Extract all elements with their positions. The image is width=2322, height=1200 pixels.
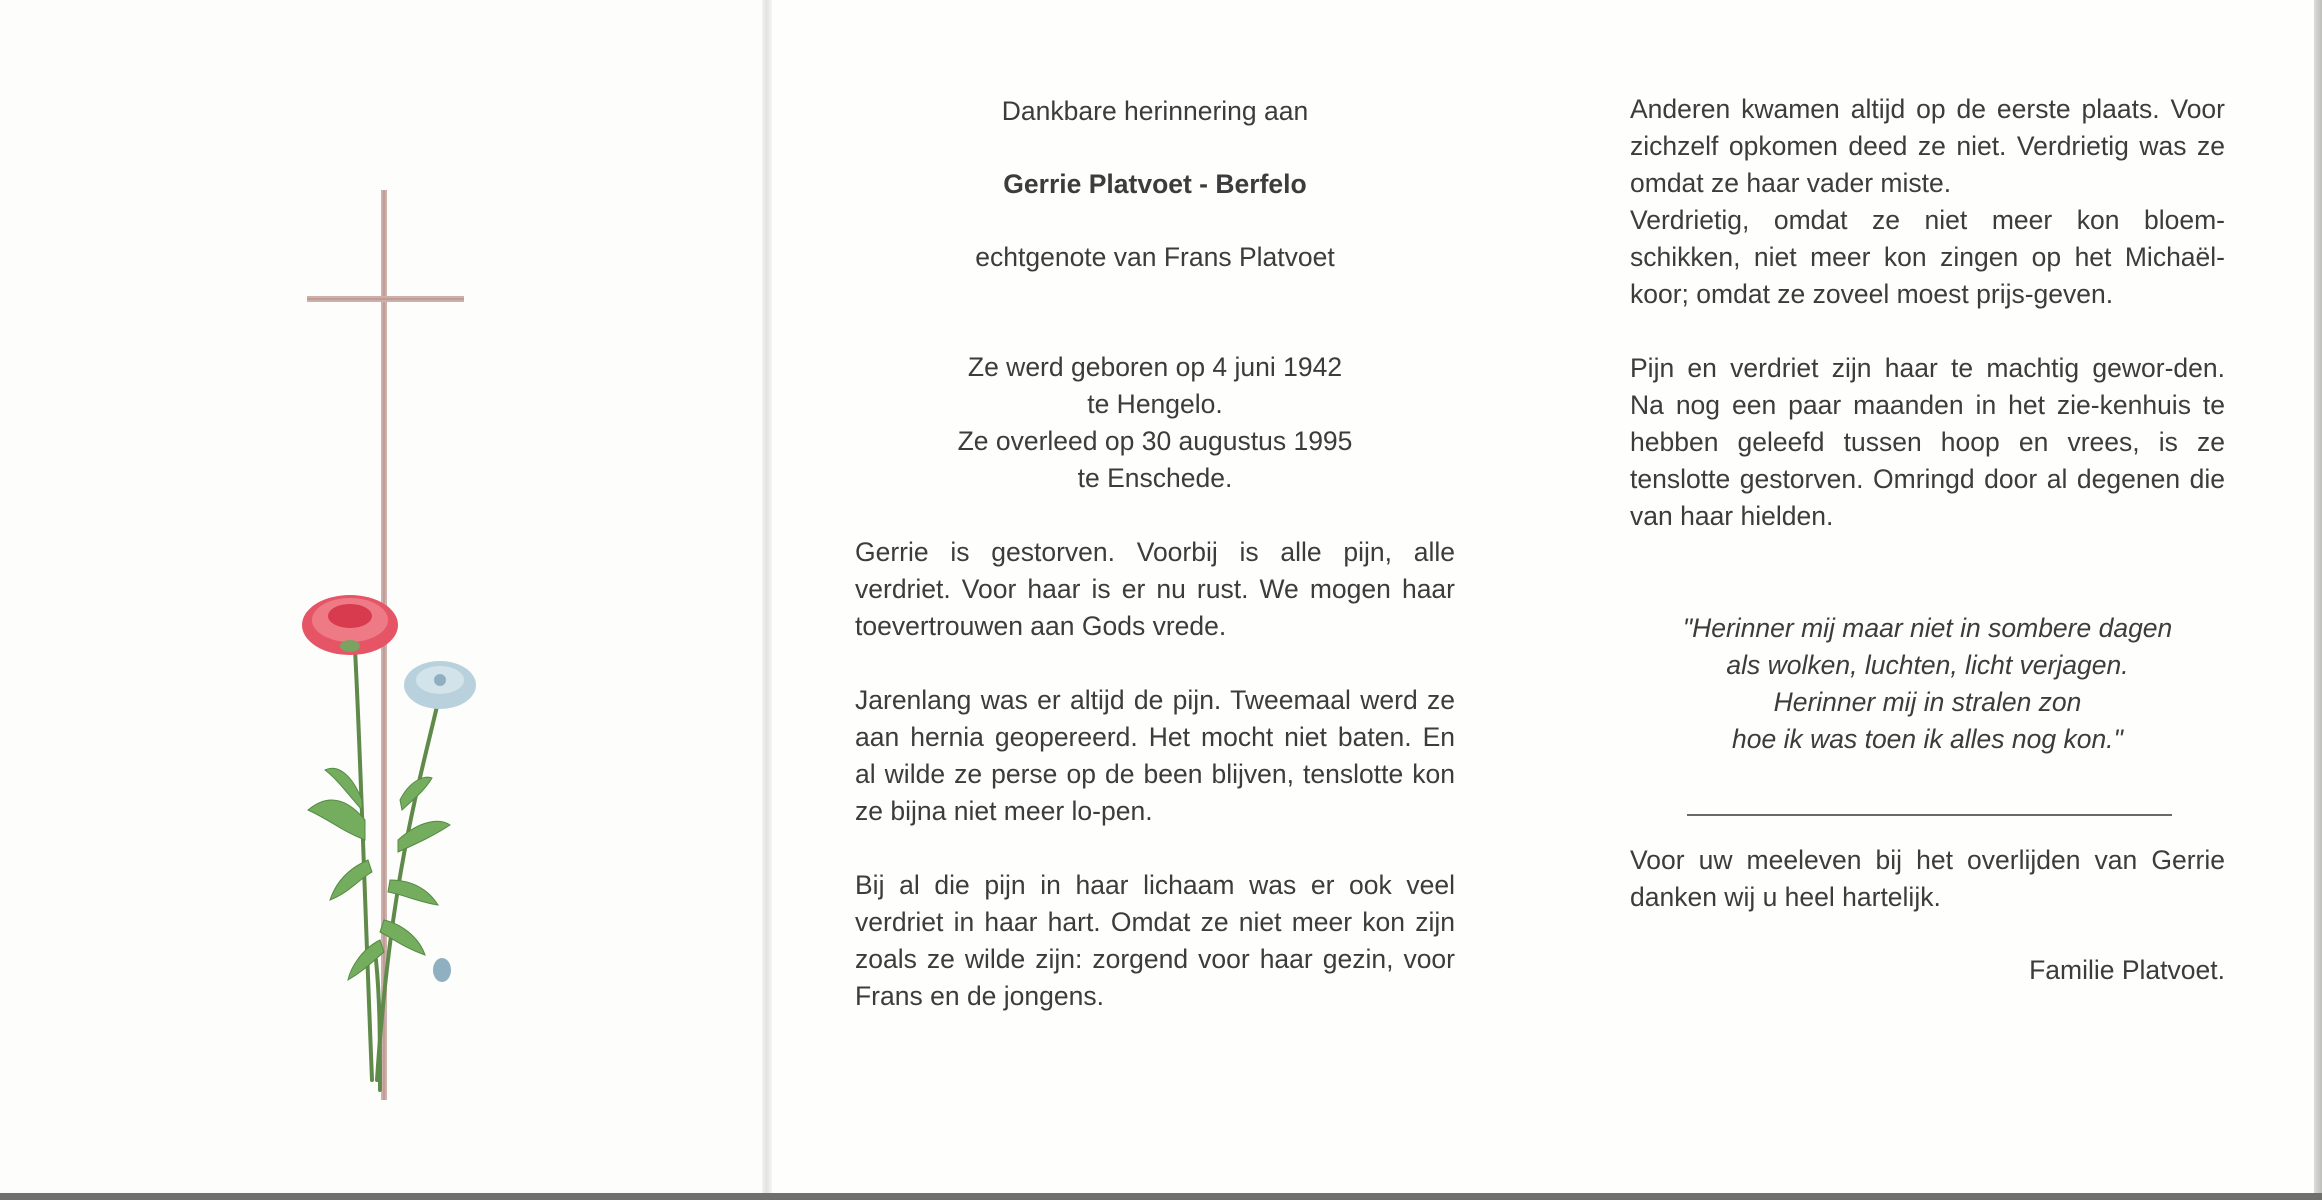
paragraph: Pijn en verdriet zijn haar te machtig gewor-den. Na nog een paar maanden in het zie-kenhuis te hebben geleefd tussen hoop en vrees, is ze tenslotte gestorven. Omringd door al degenen die van haar hielden. (1630, 353, 2225, 531)
paragraph: Gerrie is gestorven. Voorbij is alle pijn, alle verdriet. Voor haar is er nu rust. We mogen haar toevertrouwen aan Gods vrede. (855, 537, 1455, 641)
quote-line: hoe ik was toen ik alles nog kon." (1732, 724, 2123, 754)
paragraph: Anderen kwamen altijd op de eerste plaats. Voor zichzelf opkomen deed ze niet. Verdrietig was ze omdat ze haar vader miste. (1630, 94, 2225, 198)
thanks-paragraph: Voor uw meeleven bij het overlijden van Gerrie danken wij u heel hartelijk. (1630, 845, 2225, 912)
birth-line: Ze werd geboren op 4 juni 1942 (967, 352, 1343, 382)
quote-line: als wolken, luchten, licht verjagen. (1726, 650, 2129, 680)
signature: Familie Platvoet. (2029, 955, 2225, 985)
spouse-line: echtgenote van Frans Platvoet (975, 242, 1335, 272)
quote-line: "Herinner mij maar niet in sombere dagen (1682, 613, 2173, 643)
card-edge (2314, 0, 2322, 1200)
cross-with-flowers-illustration (280, 180, 520, 1100)
flower-bud-icon (433, 958, 451, 982)
deceased-name: Gerrie Platvoet - Berfelo (1003, 169, 1307, 199)
birth-place: te Hengelo. (1087, 389, 1223, 419)
life-dates (855, 349, 1455, 497)
quote-line: Herinner mij in stralen zon (1773, 687, 2082, 717)
card-fold (762, 0, 772, 1193)
memorial-quote (1630, 610, 2225, 758)
death-line: Ze overleed op 30 augustus 1995 (957, 426, 1353, 456)
paragraph: Jarenlang was er altijd de pijn. Tweemaal werd ze aan hernia geopereerd. Het mocht niet baten. En al wilde ze perse op de been blijven, tenslotte kon ze bijna niet meer lo-pen. (855, 685, 1455, 826)
card-middle-column (855, 93, 1455, 1015)
card-right-column (1630, 91, 2225, 989)
leaves (308, 768, 450, 980)
scanner-bed-edge (0, 1193, 2322, 1200)
blue-flower-icon (404, 661, 476, 709)
divider-line (1687, 814, 2172, 816)
death-place: te Enschede. (1077, 463, 1233, 493)
paragraph: Bij al die pijn in haar lichaam was er ook veel verdriet in haar hart. Omdat ze niet meer kon zijn zoals ze wilde zijn: zorgend voor haar gezin, voor Frans en de jongens. (855, 870, 1455, 1011)
paragraph: Verdrietig, omdat ze niet meer kon bloem-schikken, niet meer kon zingen op het Michaël-koor; omdat ze zoveel moest prijs-geven. (1630, 205, 2225, 309)
red-flower-icon (302, 595, 398, 655)
intro-line: Dankbare herinnering aan (1001, 96, 1309, 126)
